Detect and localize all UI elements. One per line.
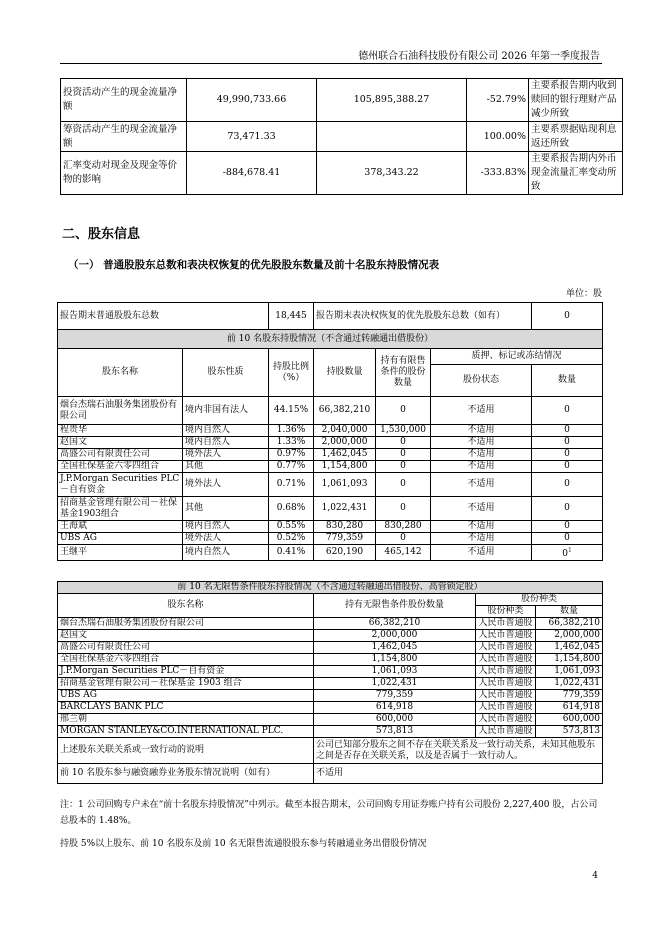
holder-restricted: 1,530,000 — [376, 425, 431, 437]
u-holder-count: 600,000 — [536, 714, 603, 726]
table-row — [58, 642, 603, 654]
holder-qty: 1,154,800 — [314, 461, 376, 473]
relation-text: 公司已知部分股东之间不存在关联关系及一致行动关系，未知其他股东之间是否存在关联关系，以及是否属于一致行动人。 — [314, 738, 603, 764]
u-col-header-name: 股东名称 — [58, 594, 314, 618]
holder-status: 不适用 — [431, 425, 532, 437]
top10-caption: 前 10 名股东持股情况（不含通过转融通出借股份） — [58, 330, 603, 349]
u-holder-count: 614,918 — [536, 702, 603, 714]
unit-label: 单位：股 — [565, 289, 602, 299]
holder-restricted: 0 — [376, 497, 431, 521]
u-col-header-type: 股份种类 — [476, 606, 536, 618]
holder-name: UBS AG — [58, 533, 183, 545]
section-title: 二、股东信息 — [62, 227, 141, 242]
u-holder-count: 2,000,000 — [536, 630, 603, 642]
holder-count — [532, 461, 603, 473]
holder-status: 不适用 — [431, 533, 532, 545]
relation-row — [58, 738, 603, 764]
cashflow-reason: 主要系票据贴现利息返还所致 — [529, 122, 623, 152]
col-header-restricted: 持有有限售条件的股份数量 — [376, 349, 431, 397]
u-holder-qty: 66,382,210 — [314, 618, 476, 630]
total-holders-value: 18,445 — [269, 303, 314, 330]
holder-count-value: 0 — [564, 405, 570, 415]
u-holder-type: 人民币普通股 — [476, 642, 536, 654]
cashflow-current: 73,471.33 — [187, 122, 317, 152]
col-header-pledge: 质押、标记或冻结情况 — [431, 349, 603, 365]
table-row — [58, 461, 603, 473]
cashflow-change: -333.83% — [467, 152, 529, 195]
u-holder-type: 人民币普通股 — [476, 702, 536, 714]
holder-nature: 境内自然人 — [183, 425, 269, 437]
u-holder-qty: 614,918 — [314, 702, 476, 714]
holder-status: 不适用 — [431, 397, 532, 425]
holder-name: 程贵华 — [58, 425, 183, 437]
u-holder-type: 人民币普通股 — [476, 690, 536, 702]
holder-count-value: 0 — [564, 425, 570, 435]
holder-count-value: 0 — [564, 437, 570, 447]
report-header: 德州联合石油科技股份有限公司 2026 年第一季度报告 — [358, 51, 600, 62]
holder-qty: 779,359 — [314, 533, 376, 545]
holder-ratio: 0.97% — [269, 449, 314, 461]
holder-qty: 1,061,093 — [314, 473, 376, 497]
margin-text: 不适用 — [314, 764, 603, 784]
section-subtitle: （一） 普通股股东总数和表决权恢复的优先股股东数量及前十名股东持股情况表 — [68, 259, 440, 271]
col-header-name: 股东名称 — [58, 349, 183, 397]
col-header-ratio: 持股比例（%） — [269, 349, 314, 397]
cashflow-item: 筹资活动产生的现金流量净额 — [61, 122, 187, 152]
u-holder-count: 779,359 — [536, 690, 603, 702]
u-holder-name: 全国社保基金六零四组合 — [58, 654, 314, 666]
holder-status: 不适用 — [431, 461, 532, 473]
u-holder-count: 1,061,093 — [536, 666, 603, 678]
holder-ratio: 0.55% — [269, 521, 314, 533]
holder-restricted: 0 — [376, 461, 431, 473]
footnote: 注：1 公司回购专户未在“前十名股东持股情况”中列示。截至本报告期末，公司回购专用证券账户持有公司股份 2,227,400 股，占公司总股本的 1.48%。 — [60, 800, 598, 826]
holder-restricted: 0 — [376, 473, 431, 497]
cashflow-previous: 378,343.22 — [317, 152, 467, 195]
cashflow-reason: 主要系报告期内外币现金流量汇率变动所致 — [529, 152, 623, 195]
cashflow-previous: 105,895,388.27 — [317, 79, 467, 122]
holder-qty: 2,000,000 — [314, 437, 376, 449]
table-row — [58, 437, 603, 449]
holder-name: J.P.Morgan Securities PLC－自有资金 — [58, 473, 183, 497]
u-holder-name: 烟台杰瑞石油服务集团股份有限公司 — [58, 618, 314, 630]
table-row — [58, 449, 603, 461]
u-holder-type: 人民币普通股 — [476, 630, 536, 642]
table-row — [58, 521, 603, 533]
cashflow-item: 汇率变动对现金及现金等价物的影响 — [61, 152, 187, 195]
table-row — [58, 690, 603, 702]
table-row — [58, 714, 603, 726]
col-header-status: 股份状态 — [431, 365, 532, 397]
u-col-header-qty: 持有无限售条件股份数量 — [314, 594, 476, 618]
holder-count — [532, 437, 603, 449]
holder-ratio: 44.15% — [269, 397, 314, 425]
relation-label: 上述股东关联关系或一致行动的说明 — [58, 738, 314, 764]
holder-count-value: 0 — [564, 449, 570, 459]
u-col-header-type-group: 股份种类 — [476, 594, 603, 606]
u-holder-count: 66,382,210 — [536, 618, 603, 630]
pref-holders-value: 0 — [532, 303, 603, 330]
u-holder-name: 招商基金管理有限公司－社保基金 1903 组合 — [58, 678, 314, 690]
table-row — [58, 654, 603, 666]
holder-ratio: 0.77% — [269, 461, 314, 473]
holder-count-value: 0 — [564, 503, 570, 513]
holder-restricted: 0 — [376, 437, 431, 449]
table-row — [58, 425, 603, 437]
holder-status: 不适用 — [431, 497, 532, 521]
table-row — [58, 702, 603, 714]
holder-nature: 境内自然人 — [183, 521, 269, 533]
holder-status: 不适用 — [431, 473, 532, 497]
table-row — [58, 473, 603, 497]
holder-nature: 其他 — [183, 497, 269, 521]
holder-name: 高盛公司有限责任公司 — [58, 449, 183, 461]
holder-qty: 830,280 — [314, 521, 376, 533]
u-holder-qty: 1,462,045 — [314, 642, 476, 654]
holder-status: 不适用 — [431, 545, 532, 561]
holder-ratio: 0.52% — [269, 533, 314, 545]
margin-row — [58, 764, 603, 784]
u-holder-name: MORGAN STANLEY&CO.INTERNATIONAL PLC. — [58, 726, 314, 738]
holder-nature: 境外法人 — [183, 533, 269, 545]
holder-restricted: 465,142 — [376, 545, 431, 561]
holder-count — [532, 497, 603, 521]
footnote-marker: 1 — [567, 547, 572, 554]
table-row — [58, 618, 603, 630]
holder-nature: 境内自然人 — [183, 545, 269, 561]
holder-status: 不适用 — [431, 437, 532, 449]
table-row — [58, 545, 603, 561]
holder-name: 王继平 — [58, 545, 183, 561]
cashflow-current: 49,990,733.66 — [187, 79, 317, 122]
holder-count-value: 0 — [564, 461, 570, 471]
u-holder-name: BARCLAYS BANK PLC — [58, 702, 314, 714]
holder-count — [532, 473, 603, 497]
pref-holders-label: 报告期末表决权恢复的优先股股东总数（如有） — [314, 303, 532, 330]
table-row — [58, 397, 603, 425]
col-header-qty: 持股数量 — [314, 349, 376, 397]
cashflow-reason: 主要系报告期内收到赎回的银行理财产品减少所致 — [529, 79, 623, 122]
u-holder-type: 人民币普通股 — [476, 726, 536, 738]
table-row — [58, 726, 603, 738]
holder-status: 不适用 — [431, 521, 532, 533]
margin-label: 前 10 名股东参与融资融券业务股东情况说明（如有） — [58, 764, 314, 784]
cashflow-current: -884,678.41 — [187, 152, 317, 195]
holder-qty: 620,190 — [314, 545, 376, 561]
holder-status: 不适用 — [431, 449, 532, 461]
cashflow-row — [61, 122, 623, 152]
u-holder-qty: 779,359 — [314, 690, 476, 702]
cashflow-table — [60, 78, 623, 195]
holder-count — [532, 425, 603, 437]
holder-nature: 境外法人 — [183, 449, 269, 461]
u-holder-type: 人民币普通股 — [476, 654, 536, 666]
cashflow-row — [61, 152, 623, 195]
top10-shareholders-table — [57, 302, 603, 561]
holder-count — [532, 545, 603, 561]
u-holder-count: 573,813 — [536, 726, 603, 738]
u-holder-qty: 1,061,093 — [314, 666, 476, 678]
holder-name: 王海斌 — [58, 521, 183, 533]
u-holder-qty: 600,000 — [314, 714, 476, 726]
table-row — [58, 630, 603, 642]
holder-nature: 境外法人 — [183, 473, 269, 497]
col-header-count: 数量 — [532, 365, 603, 397]
holder-name: 赵国文 — [58, 437, 183, 449]
cashflow-previous — [317, 122, 467, 152]
holder-count-value: 0 — [564, 533, 570, 543]
holder-qty: 1,462,045 — [314, 449, 376, 461]
u-holder-name: 高盛公司有限责任公司 — [58, 642, 314, 654]
u-holder-qty: 573,813 — [314, 726, 476, 738]
table-row — [58, 497, 603, 521]
page-number: 4 — [592, 871, 598, 881]
holder-count-value: 0 — [564, 521, 570, 531]
holder-restricted: 0 — [376, 533, 431, 545]
holder-nature: 境内自然人 — [183, 437, 269, 449]
u-holder-count: 1,462,045 — [536, 642, 603, 654]
holder-restricted: 830,280 — [376, 521, 431, 533]
u-holder-name: UBS AG — [58, 690, 314, 702]
col-header-nature: 股东性质 — [183, 349, 269, 397]
holder-nature: 其他 — [183, 461, 269, 473]
holder-qty: 66,382,210 — [314, 397, 376, 425]
table-row — [58, 666, 603, 678]
u-holder-qty: 2,000,000 — [314, 630, 476, 642]
holder-nature: 境内非国有法人 — [183, 397, 269, 425]
table-row — [58, 678, 603, 690]
holder-name: 全国社保基金六零四组合 — [58, 461, 183, 473]
holder-count-value: 0 — [564, 479, 570, 489]
holder-qty: 1,022,431 — [314, 497, 376, 521]
cashflow-row — [61, 79, 623, 122]
u-holder-type: 人民币普通股 — [476, 618, 536, 630]
cashflow-change: 100.00% — [467, 122, 529, 152]
header-divider — [60, 63, 602, 64]
holder-name: 烟台杰瑞石油服务集团股份有限公司 — [58, 397, 183, 425]
holder-count — [532, 449, 603, 461]
holder-ratio: 0.71% — [269, 473, 314, 497]
holder-count — [532, 533, 603, 545]
holder-ratio: 0.41% — [269, 545, 314, 561]
holder-ratio: 1.33% — [269, 437, 314, 449]
cashflow-change: -52.79% — [467, 79, 529, 122]
holder-name: 招商基金管理有限公司－社保基金1903组合 — [58, 497, 183, 521]
u-holder-qty: 1,022,431 — [314, 678, 476, 690]
u-col-header-count: 数量 — [536, 606, 603, 618]
unrestricted-caption: 前 10 名无限售条件股东持股情况（不含通过转融通出借股份、高管锁定股） — [58, 582, 603, 594]
u-holder-name: J.P.Morgan Securities PLC－自有资金 — [58, 666, 314, 678]
table-row — [58, 533, 603, 545]
holder-ratio: 1.36% — [269, 425, 314, 437]
holder-count-value: 0 — [562, 549, 568, 559]
u-holder-count: 1,154,800 — [536, 654, 603, 666]
total-holders-label: 报告期末普通股股东总数 — [58, 303, 269, 330]
holder-restricted: 0 — [376, 449, 431, 461]
u-holder-count: 1,022,431 — [536, 678, 603, 690]
holder-qty: 2,040,000 — [314, 425, 376, 437]
lending-note: 持股 5%以上股东、前 10 名股东及前 10 名无限售流通股股东参与转融通业务出借股份情况 — [60, 839, 427, 849]
holder-count — [532, 397, 603, 425]
cashflow-item: 投资活动产生的现金流量净额 — [61, 79, 187, 122]
u-holder-type: 人民币普通股 — [476, 678, 536, 690]
u-holder-name: 赵国文 — [58, 630, 314, 642]
u-holder-type: 人民币普通股 — [476, 666, 536, 678]
unrestricted-shareholders-table — [57, 581, 603, 784]
u-holder-name: 邢兰朝 — [58, 714, 314, 726]
holder-restricted: 0 — [376, 397, 431, 425]
holder-count — [532, 521, 603, 533]
holder-ratio: 0.68% — [269, 497, 314, 521]
u-holder-qty: 1,154,800 — [314, 654, 476, 666]
u-holder-type: 人民币普通股 — [476, 714, 536, 726]
